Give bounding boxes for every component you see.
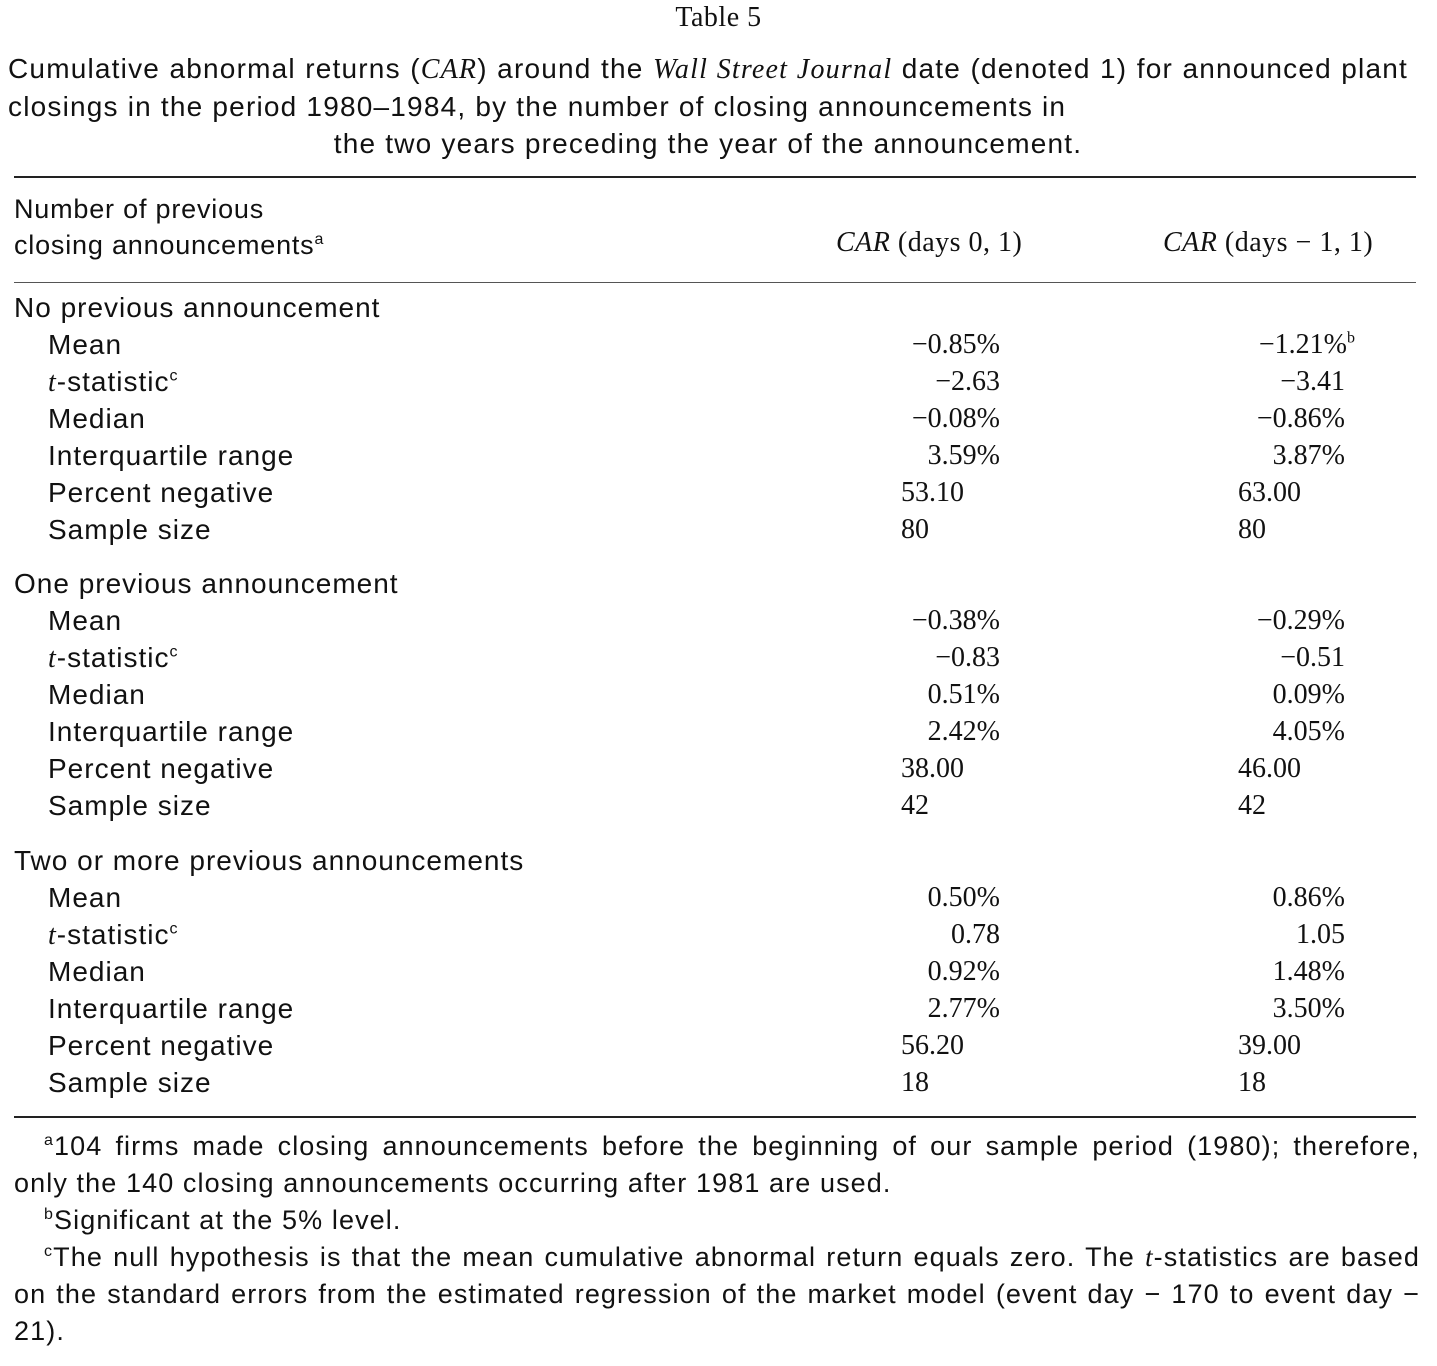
cell-value: 1.48% [1272,956,1345,987]
cell-value: −0.83 [935,642,1000,673]
row-label [48,514,212,546]
caption-line-3: the two years preceding the year of the announcement. [333,128,1083,159]
cell-car-days-m1-1 [1215,882,1345,914]
cell-value: 18 [901,1067,929,1098]
footnote-mark: a [44,1132,54,1149]
cell-value: −2.63 [935,366,1000,397]
cell-car-days-0-1 [880,716,1000,748]
cell-value: 42 [901,790,929,821]
cell-value: 80 [1238,514,1266,545]
footnote-mark: c [44,1243,54,1260]
cell-car-days-m1-1 [1225,329,1355,361]
cell-car-days-0-1 [901,1067,1021,1099]
row-label-text: Interquartile range [48,993,295,1024]
cell-value: 80 [901,514,929,545]
cell-car-days-m1-1 [1238,514,1368,546]
footnote-mark: c [169,367,179,385]
row-label-text: Sample size [48,790,212,821]
row-label-text: Interquartile range [48,716,295,747]
cell-car-days-m1-1 [1215,605,1345,637]
cell-value: 0.51% [927,679,1000,710]
header-car-days-m1-1 [1163,227,1373,259]
footnote-mark: b [44,1206,54,1223]
caption-text: date (denoted 1) for [892,53,1174,84]
cell-car-days-0-1 [880,642,1000,674]
cell-value: −0.29% [1256,605,1345,636]
caption-car: CAR [420,54,478,85]
cell-car-days-m1-1 [1238,1030,1368,1062]
cell-car-days-0-1 [901,1030,1021,1062]
footnote-text: The null hypothesis is that the mean cumulative abnormal return equals zero. The [53,1242,1146,1272]
cell-value: 0.78 [951,919,1000,950]
row-label-text: Percent negative [48,477,275,508]
row-label-t: t [48,643,57,674]
cell-value: 56.20 [901,1030,964,1061]
footnote-mark: c [169,920,179,938]
row-label-text: Median [48,956,146,987]
bottom-rule [14,1116,1416,1118]
header-rule [14,282,1416,283]
cell-car-days-m1-1 [1215,956,1345,988]
cell-value: 3.87% [1272,440,1345,471]
row-label [48,993,294,1025]
row-label-text: -statistic [56,919,170,950]
row-label-text: Median [48,403,146,434]
row-label-text: Mean [48,605,123,636]
cell-car-days-0-1 [901,753,1021,785]
cell-value: 0.50% [927,882,1000,913]
cell-car-days-0-1 [880,403,1000,435]
row-label-t: t [48,367,57,398]
cell-car-days-0-1 [880,882,1000,914]
row-label [48,956,146,988]
row-label-text: Mean [48,882,123,913]
header-days: (days 0, 1) [890,227,1023,258]
cell-car-days-m1-1 [1238,1067,1368,1099]
cell-value: 38.00 [901,753,964,784]
cell-value: −0.08% [911,403,1000,434]
row-label-t: t [48,920,57,951]
cell-car-days-m1-1 [1238,790,1368,822]
cell-car-days-0-1 [880,919,1000,951]
row-label [48,440,294,472]
cell-car-days-0-1 [901,477,1021,509]
row-label-text: -statistic [56,366,170,397]
row-label [48,919,178,952]
header-days: (days − 1, 1) [1217,227,1374,258]
cell-value: 3.50% [1272,993,1345,1024]
caption-text: ) around the [477,53,653,84]
cell-value: 53.10 [901,477,964,508]
table-title: Table 5 [675,2,762,33]
row-label-text: Sample size [48,1067,212,1098]
row-label [48,403,146,435]
row-label [48,790,212,822]
footnotes [14,1128,1420,1350]
cell-car-days-m1-1 [1215,993,1345,1025]
row-label [48,1030,274,1062]
row-label [48,1067,212,1099]
footnote-mark: c [169,643,179,661]
cell-car-days-m1-1 [1238,477,1368,509]
row-label [48,882,122,914]
row-label-text: Interquartile range [48,440,295,471]
cell-car-days-m1-1 [1238,753,1368,785]
footnote-text: -statistics are based on the standard errors from the estimated regression of the market model (event day − 170 to event day − 21). [14,1242,1420,1346]
cell-value: 42 [1238,790,1266,821]
cell-car-days-0-1 [901,790,1021,822]
row-label-text: Mean [48,329,123,360]
footnote-a [14,1128,1420,1202]
caption-line-2: announced plant closings in the period 1980–1984, by the number of closing announcements in [8,53,1409,122]
row-label [48,605,122,637]
cell-value: −1.21% [1258,329,1347,360]
group-title: No previous announcement [14,292,381,323]
cell-car-days-0-1 [880,329,1000,361]
cell-value: 63.00 [1238,477,1301,508]
cell-car-days-0-1 [880,440,1000,472]
cell-value: 0.86% [1272,882,1345,913]
cell-car-days-0-1 [880,993,1000,1025]
row-label-text: -statistic [56,642,170,673]
row-label-text: Percent negative [48,1030,275,1061]
cell-car-days-0-1 [880,366,1000,398]
cell-car-days-0-1 [880,679,1000,711]
cell-value: −0.51 [1280,642,1345,673]
footnote-text: Significant at the 5% level. [54,1205,402,1235]
cell-value: 3.59% [927,440,1000,471]
row-label-text: Percent negative [48,753,275,784]
cell-value: 2.42% [927,716,1000,747]
top-rule [14,176,1416,178]
row-label [48,679,146,711]
footnote-t: t [1145,1242,1154,1272]
cell-car-days-m1-1 [1215,366,1345,398]
row-label [48,329,122,361]
cell-car-days-m1-1 [1215,679,1345,711]
footnote-mark: a [314,231,325,248]
group-title: Two or more previous announcements [14,845,525,876]
cell-car-days-m1-1 [1215,716,1345,748]
cell-value: −3.41 [1280,366,1345,397]
caption-text: Cumulative abnormal returns ( [8,53,421,84]
header-car: CAR [1163,227,1218,258]
row-label [48,366,178,399]
cell-car-days-0-1 [880,956,1000,988]
cell-car-days-0-1 [901,514,1021,546]
header-line-1: Number of previous [14,194,265,224]
row-label [48,753,274,785]
cell-value: 0.92% [927,956,1000,987]
row-label-text: Sample size [48,514,212,545]
row-label [48,716,294,748]
cell-car-days-m1-1 [1215,642,1345,674]
header-row-label [14,191,324,263]
cell-value: −0.85% [911,329,1000,360]
cell-value: 18 [1238,1067,1266,1098]
cell-value: 39.00 [1238,1030,1301,1061]
caption-wsj: Wall Street Journal [652,54,893,85]
cell-value: 0.09% [1272,679,1345,710]
table-caption [8,50,1408,162]
row-label-text: Median [48,679,146,710]
cell-car-days-m1-1 [1215,403,1345,435]
footnote-text: 104 firms made closing announcements before the beginning of our sample period (1980); therefore, only the 140 closing announcements occurring after 1981 are used. [14,1131,1420,1198]
header-line-2: closing announcements [14,230,315,260]
cell-value: 4.05% [1272,716,1345,747]
footnote-mark: b [1347,329,1355,347]
footnote-c [14,1239,1420,1350]
header-car: CAR [836,227,891,258]
footnote-b [14,1202,1420,1239]
cell-value: 1.05 [1296,919,1345,950]
cell-value: −0.38% [911,605,1000,636]
cell-value: 46.00 [1238,753,1301,784]
header-car-days-0-1 [836,227,1022,259]
row-label [48,477,274,509]
group-title: One previous announcement [14,568,399,599]
row-label [48,642,178,675]
cell-car-days-m1-1 [1215,919,1345,951]
cell-value: 2.77% [927,993,1000,1024]
cell-value: −0.86% [1256,403,1345,434]
cell-car-days-m1-1 [1215,440,1345,472]
cell-car-days-0-1 [880,605,1000,637]
